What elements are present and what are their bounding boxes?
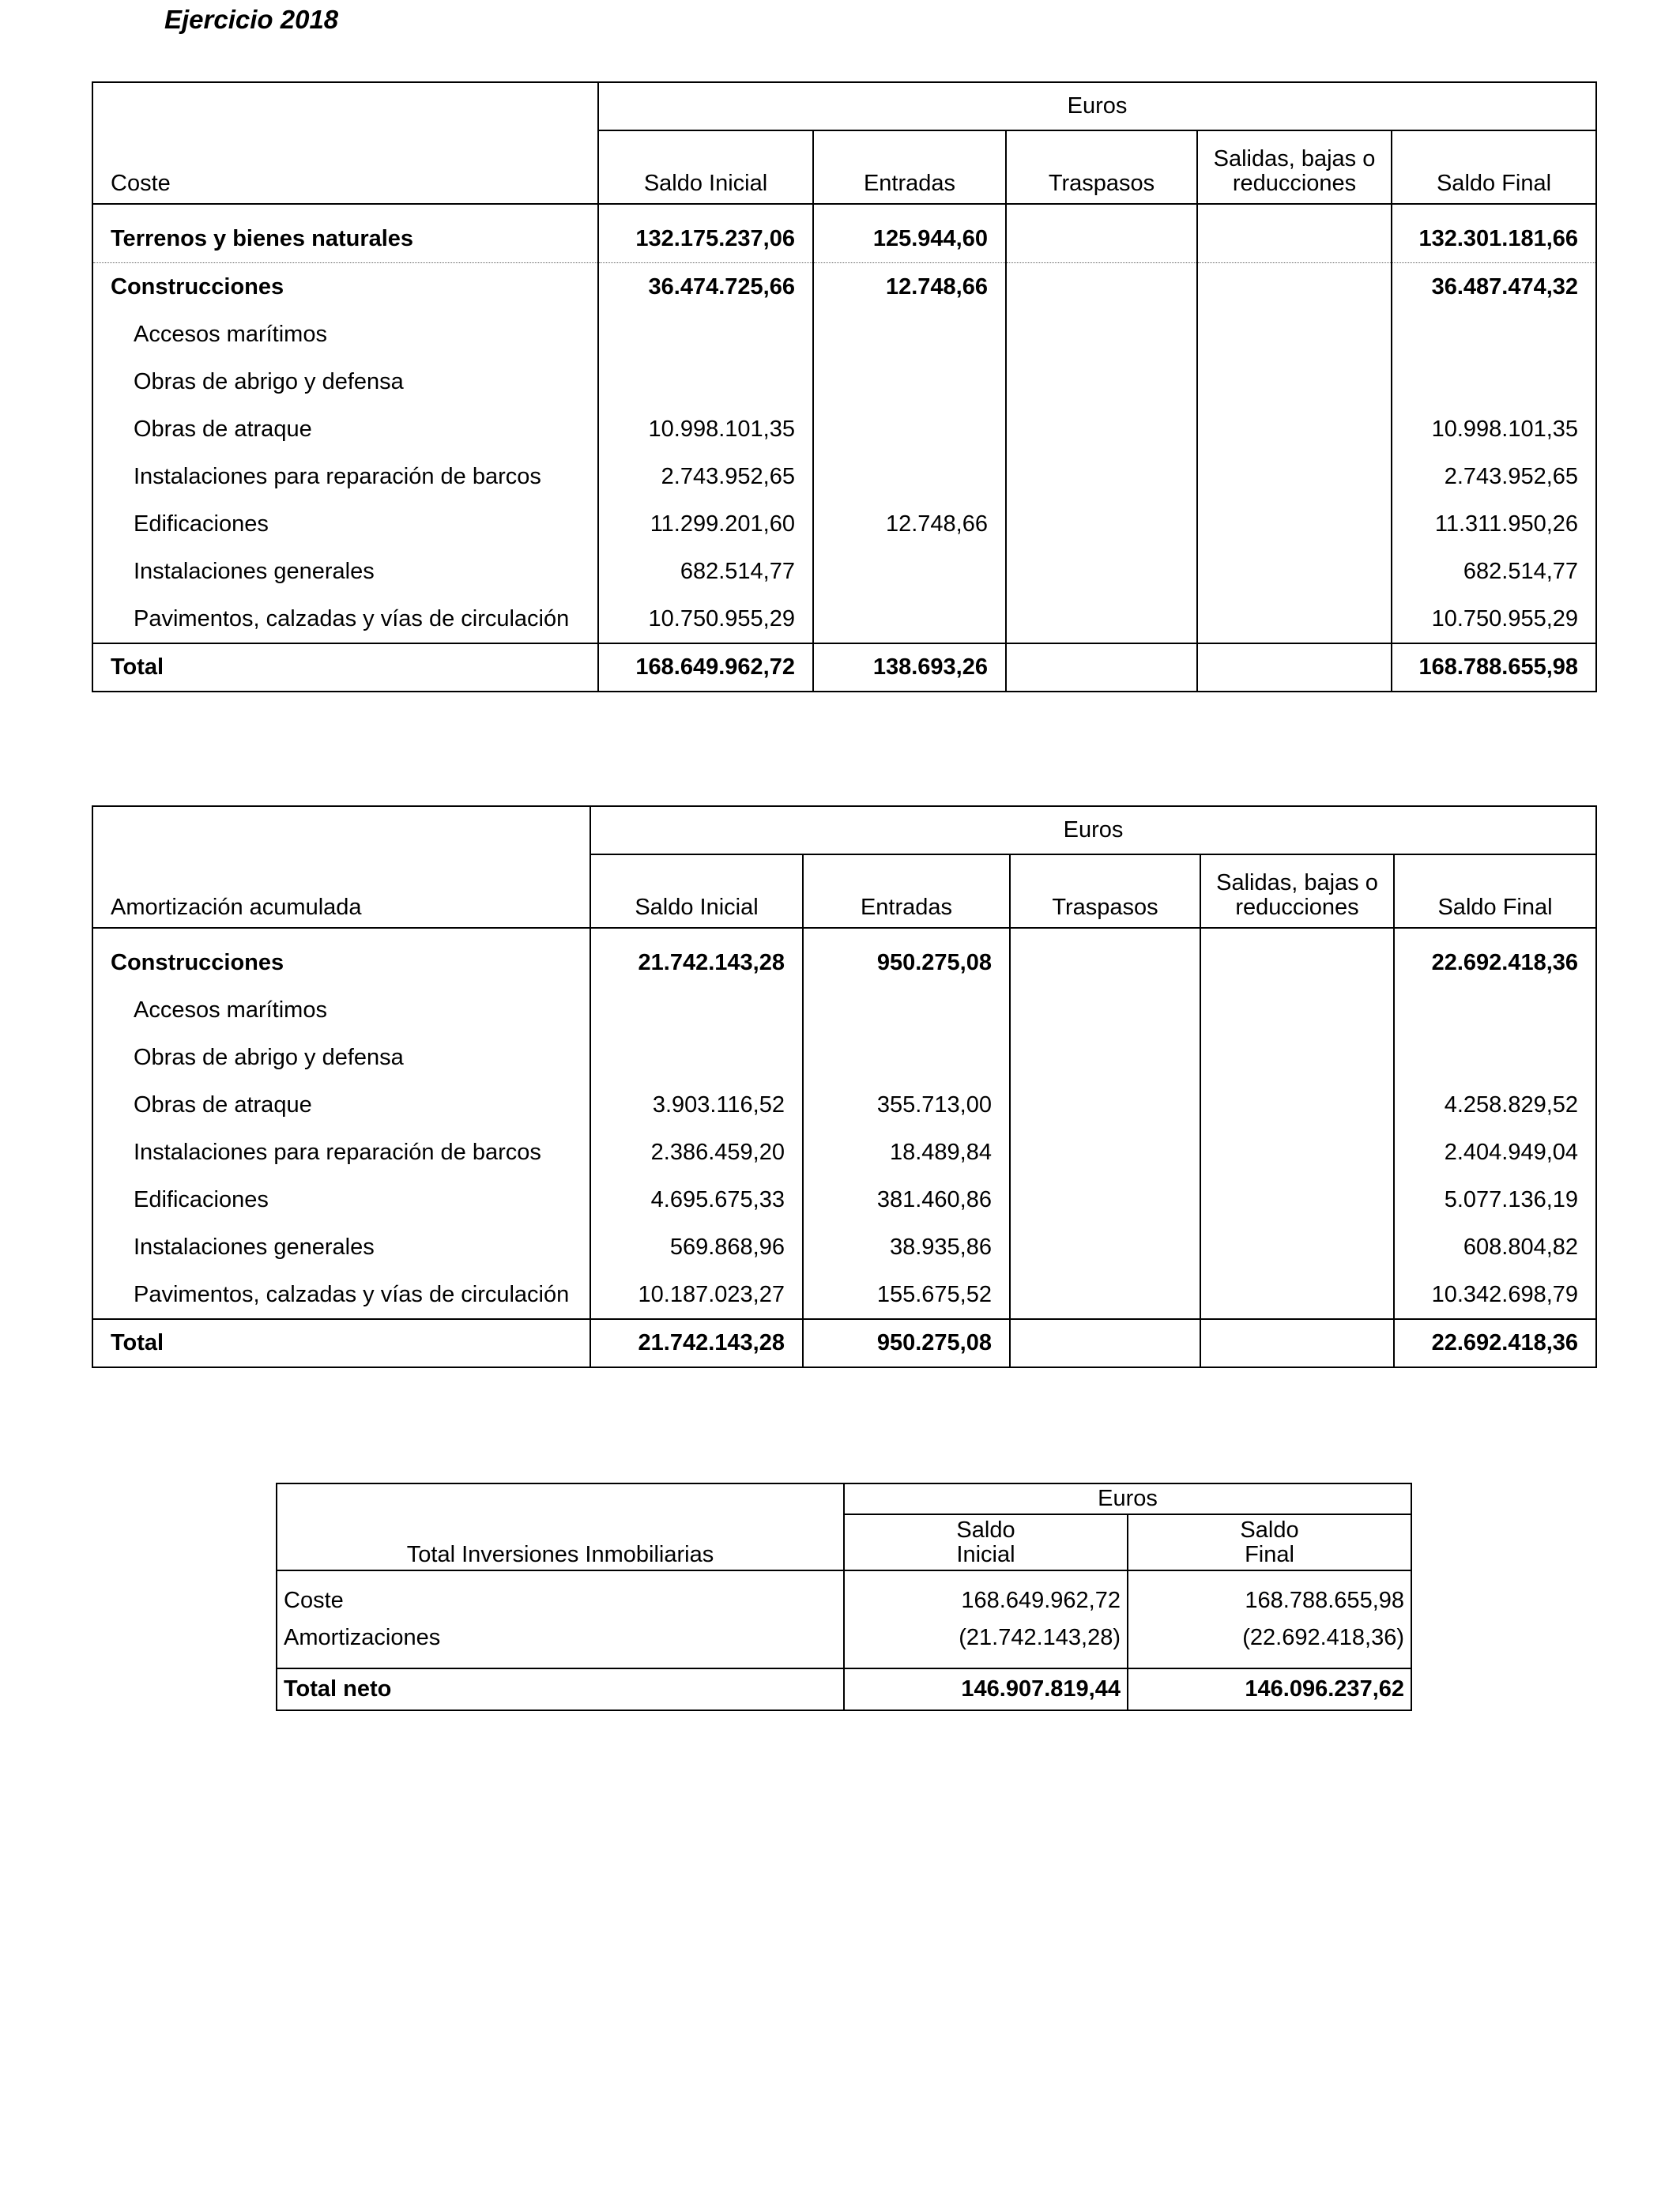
row-label: Obras de abrigo y defensa: [92, 1034, 590, 1081]
table-row: [92, 1034, 1596, 1081]
table-row: [92, 1081, 1596, 1129]
row-label: Instalaciones para reparación de barcos: [92, 453, 598, 500]
row-label: Pavimentos, calzadas y vías de circulación: [92, 1271, 590, 1319]
table-row: [92, 595, 1596, 643]
cell-traspasos: [1006, 311, 1197, 358]
table-row: [92, 453, 1596, 500]
row-label: Instalaciones para reparación de barcos: [92, 1129, 590, 1176]
cell-traspasos: [1006, 500, 1197, 548]
cell-entradas: 38.935,86: [803, 1223, 1010, 1271]
cell-saldo-inicial: 10.750.955,29: [598, 595, 813, 643]
table-row: [92, 311, 1596, 358]
col-traspasos-header: Traspasos: [1006, 130, 1197, 204]
cell-saldo-inicial: 2.386.459,20: [590, 1129, 803, 1176]
cell-traspasos: [1006, 548, 1197, 595]
cell-traspasos: [1006, 405, 1197, 453]
cell-salidas: [1197, 453, 1392, 500]
row-label: Coste: [277, 1582, 844, 1619]
cell-entradas: [813, 548, 1006, 595]
cell-salidas: [1197, 405, 1392, 453]
table-row: [92, 263, 1596, 311]
cell-salidas: [1197, 311, 1392, 358]
row-label: Obras de atraque: [92, 405, 598, 453]
cell-entradas: [813, 595, 1006, 643]
row-label: Accesos marítimos: [92, 311, 598, 358]
table-row: [92, 405, 1596, 453]
summary-corner-top: [277, 1483, 844, 1514]
cell-saldo-final: [1394, 986, 1596, 1034]
cell-salidas: [1197, 500, 1392, 548]
cell-entradas: [813, 453, 1006, 500]
cell-saldo-inicial: 168.649.962,72: [844, 1582, 1128, 1619]
summary-col-saldo-final: Saldo Final: [1128, 1514, 1411, 1570]
col-saldo-final-header: Saldo Final: [1394, 854, 1596, 928]
cell-saldo-final: 22.692.418,36: [1394, 1319, 1596, 1367]
summary-total-row: [277, 1668, 1411, 1710]
cell-traspasos: [1006, 643, 1197, 692]
row-label: Construcciones: [92, 939, 590, 986]
total-row: [92, 1319, 1596, 1367]
cell-salidas: [1200, 1271, 1394, 1319]
corner-label: Amortización acumulada: [92, 854, 590, 928]
cell-entradas: [813, 405, 1006, 453]
row-label: Accesos marítimos: [92, 986, 590, 1034]
cell-saldo-inicial: 168.649.962,72: [598, 643, 813, 692]
col-saldo-inicial-header: Saldo Inicial: [590, 854, 803, 928]
col-salidas-header: Salidas, bajas o reducciones: [1197, 130, 1392, 204]
cell-salidas: [1200, 939, 1394, 986]
cell-salidas: [1200, 1319, 1394, 1367]
table-row: [92, 1223, 1596, 1271]
cell-traspasos: [1010, 986, 1200, 1034]
cell-salidas: [1200, 1223, 1394, 1271]
cell-traspasos: [1010, 1034, 1200, 1081]
summary-corner-label: Total Inversiones Inmobiliarias: [277, 1514, 844, 1570]
row-label: Pavimentos, calzadas y vías de circulación: [92, 595, 598, 643]
cell-saldo-final: 10.998.101,35: [1392, 405, 1596, 453]
row-label: Obras de abrigo y defensa: [92, 358, 598, 405]
cell-saldo-final: 168.788.655,98: [1128, 1582, 1411, 1619]
row-label: Terrenos y bienes naturales: [92, 215, 598, 263]
row-label: Construcciones: [92, 263, 598, 311]
cell-salidas: [1200, 986, 1394, 1034]
cell-saldo-final: 36.487.474,32: [1392, 263, 1596, 311]
cell-saldo-final: 2.404.949,04: [1394, 1129, 1596, 1176]
page-title: Ejercicio 2018: [164, 5, 339, 34]
cell-salidas: [1197, 548, 1392, 595]
cell-salidas: [1200, 1176, 1394, 1223]
table-row: [92, 548, 1596, 595]
amortization-table: [92, 805, 1597, 1368]
cell-salidas: [1200, 1034, 1394, 1081]
summary-row-amortizaciones: [277, 1619, 1411, 1657]
cell-traspasos: [1010, 1271, 1200, 1319]
cell-entradas: 12.748,66: [813, 500, 1006, 548]
cell-saldo-inicial: [598, 358, 813, 405]
col-entradas-header: Entradas: [813, 130, 1006, 204]
cell-saldo-final: 682.514,77: [1392, 548, 1596, 595]
corner-label: Coste: [92, 130, 598, 204]
table-row: [92, 1129, 1596, 1176]
cell-saldo-final: 2.743.952,65: [1392, 453, 1596, 500]
summary-col-saldo-inicial: Saldo Inicial: [844, 1514, 1128, 1570]
cell-traspasos: [1006, 595, 1197, 643]
row-label: Total: [92, 1319, 590, 1367]
row-label: Edificaciones: [92, 1176, 590, 1223]
cell-entradas: 950.275,08: [803, 1319, 1010, 1367]
group-header: Euros: [598, 82, 1596, 130]
cell-salidas: [1200, 1081, 1394, 1129]
cell-entradas: 125.944,60: [813, 215, 1006, 263]
cell-entradas: 18.489,84: [803, 1129, 1010, 1176]
cell-entradas: 381.460,86: [803, 1176, 1010, 1223]
table-row: [92, 215, 1596, 263]
summary-table: [276, 1483, 1412, 1711]
cell-saldo-inicial: 11.299.201,60: [598, 500, 813, 548]
summary-group-header: Euros: [844, 1483, 1411, 1514]
cell-saldo-final: 146.096.237,62: [1128, 1668, 1411, 1710]
table-row: [92, 1176, 1596, 1223]
cell-saldo-final: 5.077.136,19: [1394, 1176, 1596, 1223]
cell-salidas: [1200, 1129, 1394, 1176]
cell-salidas: [1197, 643, 1392, 692]
cell-saldo-final: 22.692.418,36: [1394, 939, 1596, 986]
row-label: Instalaciones generales: [92, 1223, 590, 1271]
cell-saldo-final: 10.750.955,29: [1392, 595, 1596, 643]
cell-traspasos: [1006, 263, 1197, 311]
cell-entradas: 138.693,26: [813, 643, 1006, 692]
cell-saldo-inicial: (21.742.143,28): [844, 1619, 1128, 1657]
cell-traspasos: [1010, 939, 1200, 986]
cell-entradas: 155.675,52: [803, 1271, 1010, 1319]
cell-saldo-inicial: 10.187.023,27: [590, 1271, 803, 1319]
table-row: [92, 500, 1596, 548]
total-row: [92, 643, 1596, 692]
cell-saldo-final: (22.692.418,36): [1128, 1619, 1411, 1657]
cell-entradas: 355.713,00: [803, 1081, 1010, 1129]
cell-salidas: [1197, 595, 1392, 643]
summary-row-coste: [277, 1582, 1411, 1619]
cell-entradas: [803, 986, 1010, 1034]
cell-saldo-inicial: 569.868,96: [590, 1223, 803, 1271]
cell-entradas: 950.275,08: [803, 939, 1010, 986]
cell-saldo-final: 10.342.698,79: [1394, 1271, 1596, 1319]
col-entradas-header: Entradas: [803, 854, 1010, 928]
cost-table: [92, 81, 1597, 692]
cell-saldo-inicial: 682.514,77: [598, 548, 813, 595]
cell-saldo-inicial: 21.742.143,28: [590, 1319, 803, 1367]
row-label: Total: [92, 643, 598, 692]
cell-traspasos: [1010, 1081, 1200, 1129]
cell-saldo-inicial: 132.175.237,06: [598, 215, 813, 263]
group-header: Euros: [590, 806, 1596, 854]
cell-saldo-inicial: 146.907.819,44: [844, 1668, 1128, 1710]
cell-traspasos: [1010, 1223, 1200, 1271]
cell-salidas: [1197, 263, 1392, 311]
col-traspasos-header: Traspasos: [1010, 854, 1200, 928]
cell-saldo-final: [1392, 358, 1596, 405]
col-saldo-final-header: Saldo Final: [1392, 130, 1596, 204]
cell-saldo-final: 11.311.950,26: [1392, 500, 1596, 548]
row-label: Edificaciones: [92, 500, 598, 548]
cell-saldo-inicial: 2.743.952,65: [598, 453, 813, 500]
cell-saldo-inicial: 10.998.101,35: [598, 405, 813, 453]
cell-saldo-inicial: 4.695.675,33: [590, 1176, 803, 1223]
cell-traspasos: [1006, 215, 1197, 263]
cell-entradas: [813, 358, 1006, 405]
table-row: [92, 358, 1596, 405]
cell-traspasos: [1006, 453, 1197, 500]
col-salidas-header: Salidas, bajas o reducciones: [1200, 854, 1394, 928]
cell-traspasos: [1006, 358, 1197, 405]
corner-top: [92, 82, 598, 130]
row-label: Total neto: [277, 1668, 844, 1710]
cell-saldo-final: 168.788.655,98: [1392, 643, 1596, 692]
cell-saldo-inicial: [598, 311, 813, 358]
cell-salidas: [1197, 215, 1392, 263]
cell-entradas: [803, 1034, 1010, 1081]
cell-saldo-final: 608.804,82: [1394, 1223, 1596, 1271]
cell-entradas: [813, 311, 1006, 358]
cell-saldo-final: 4.258.829,52: [1394, 1081, 1596, 1129]
cell-saldo-inicial: 3.903.116,52: [590, 1081, 803, 1129]
table-row: [92, 986, 1596, 1034]
corner-top: [92, 806, 590, 854]
cell-traspasos: [1010, 1176, 1200, 1223]
cell-saldo-final: [1392, 311, 1596, 358]
cell-saldo-inicial: [590, 1034, 803, 1081]
table-row: [92, 939, 1596, 986]
table-row: [92, 1271, 1596, 1319]
cell-salidas: [1197, 358, 1392, 405]
row-label: Instalaciones generales: [92, 548, 598, 595]
cell-saldo-inicial: [590, 986, 803, 1034]
row-label: Obras de atraque: [92, 1081, 590, 1129]
cell-saldo-inicial: 21.742.143,28: [590, 939, 803, 986]
row-label: Amortizaciones: [277, 1619, 844, 1657]
cell-saldo-final: 132.301.181,66: [1392, 215, 1596, 263]
cell-traspasos: [1010, 1319, 1200, 1367]
cell-saldo-inicial: 36.474.725,66: [598, 263, 813, 311]
col-saldo-inicial-header: Saldo Inicial: [598, 130, 813, 204]
cell-entradas: 12.748,66: [813, 263, 1006, 311]
cell-saldo-final: [1394, 1034, 1596, 1081]
cell-traspasos: [1010, 1129, 1200, 1176]
